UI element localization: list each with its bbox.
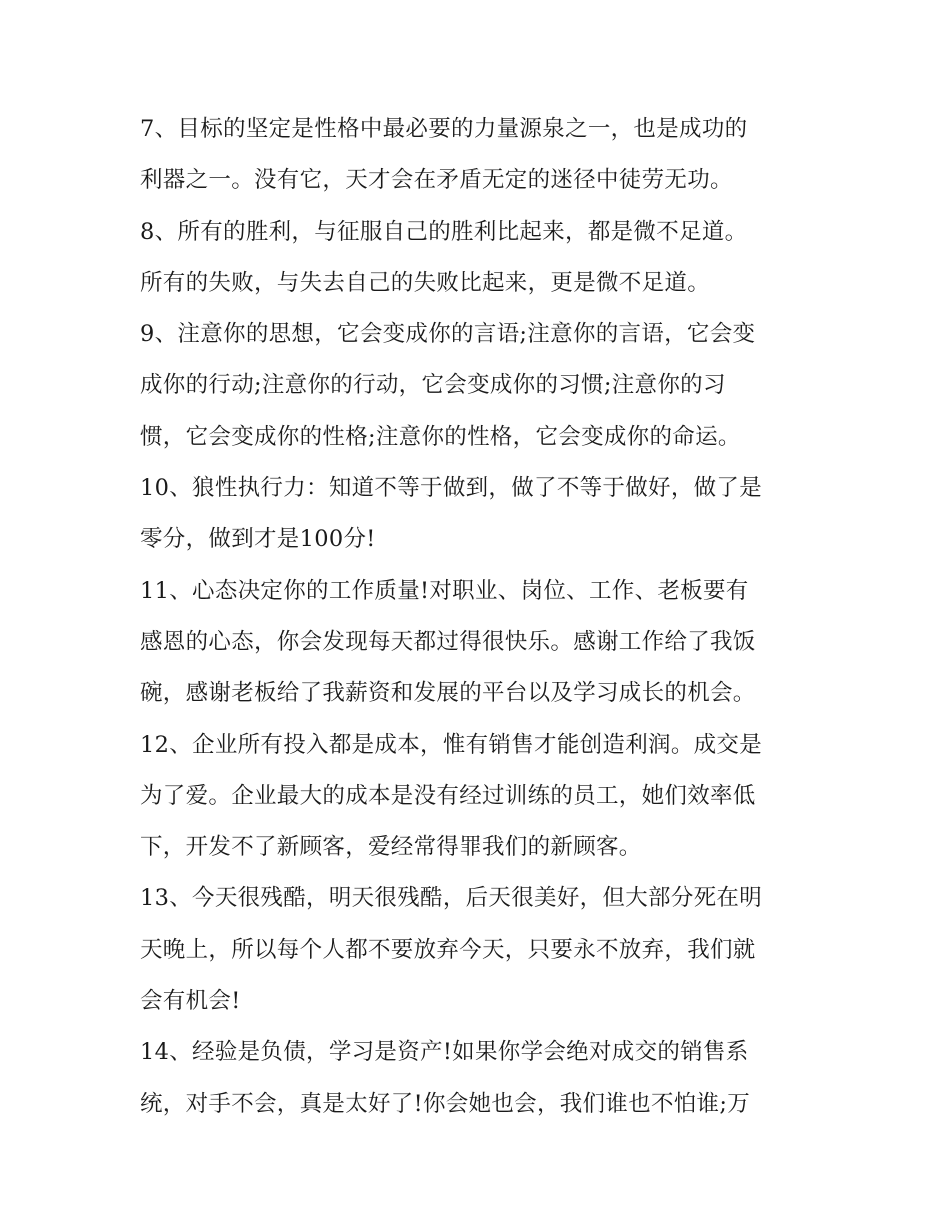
text-line: 14、经验是负债，学习是资产!如果你学会绝对成交的销售系 [140,1039,749,1066]
text-line: 成你的行动;注意你的行动，它会变成你的习惯;注意你的习 [140,372,726,399]
quote-text-block [140,104,820,1130]
text-line: 13、今天很残酷，明天很残酷，后天很美好，但大部分死在明 [140,885,763,912]
text-line: 为了爱。企业最大的成本是没有经过训练的员工，她们效率低 [140,782,756,809]
text-line: 惯，它会变成你的性格;注意你的性格，它会变成你的命运。 [140,423,741,450]
text-line: 9、注意你的思想，它会变成你的言语;注意你的言语，它会变 [140,321,756,348]
text-line: 下，开发不了新顾客，爱经常得罪我们的新顾客。 [140,834,642,861]
text-line: 8、所有的胜利，与征服自己的胜利比起来，都是微不足道。 [140,218,748,245]
text-line: 10、狼性执行力：知道不等于做到，做了不等于做好，做了是 [140,475,763,502]
text-line: 利器之一。没有它，天才会在矛盾无定的迷径中徒劳无功。 [140,167,733,194]
text-line: 所有的失败，与失去自己的失败比起来，更是微不足道。 [140,269,711,296]
text-line: 零分，做到才是100分! [140,526,376,553]
text-line: 统，对手不会，真是太好了!你会她也会，我们谁也不怕谁;万 [140,1090,751,1117]
text-line: 会有机会! [140,988,241,1015]
text-line: 12、企业所有投入都是成本，惟有销售才能创造利润。成交是 [140,731,763,758]
text-line: 感恩的心态，你会发现每天都过得很快乐。感谢工作给了我饭 [140,628,756,655]
text-line: 7、目标的坚定是性格中最必要的力量源泉之一，也是成功的 [140,116,748,142]
text-line: 天晚上，所以每个人都不要放弃今天，只要永不放弃，我们就 [140,936,756,963]
text-line: 碗，感谢老板给了我薪资和发展的平台以及学习成长的机会。 [140,680,756,707]
text-line: 11、心态决定你的工作质量!对职业、岗位、工作、老板要有 [140,577,749,604]
